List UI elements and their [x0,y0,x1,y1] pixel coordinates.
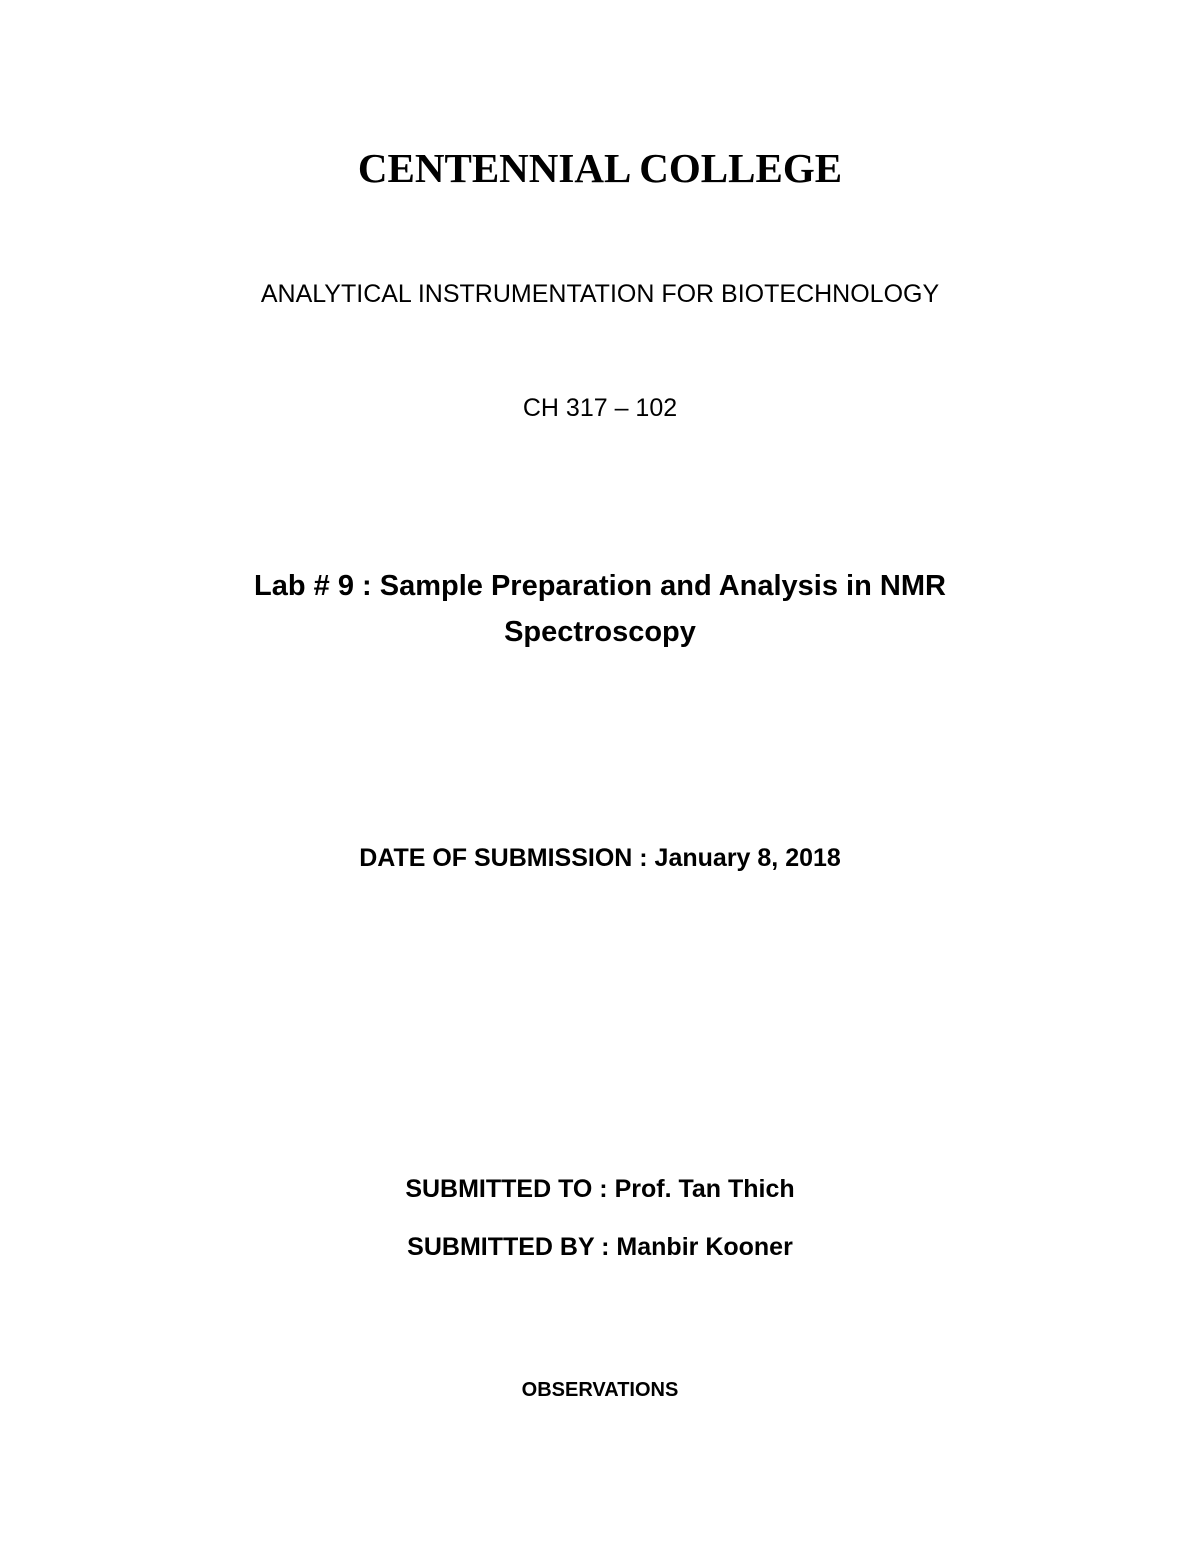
submission-date: DATE OF SUBMISSION : January 8, 2018 [359,844,841,872]
lab-title-line-2: Spectroscopy [504,616,696,648]
lab-title [0,563,1200,655]
course-name: ANALYTICAL INSTRUMENTATION FOR BIOTECHNOLOGY [260,280,940,308]
college-name: CENTENNIAL COLLEGE [357,145,843,191]
lab-title-line-1: Lab # 9 : Sample Preparation and Analysis in NMR [254,570,946,602]
observations-heading: OBSERVATIONS [521,1379,679,1401]
submitted-to: SUBMITTED TO : Prof. Tan Thich [405,1175,795,1203]
submitted-by: SUBMITTED BY : Manbir Kooner [407,1233,793,1261]
course-code: CH 317 – 102 [522,394,678,422]
